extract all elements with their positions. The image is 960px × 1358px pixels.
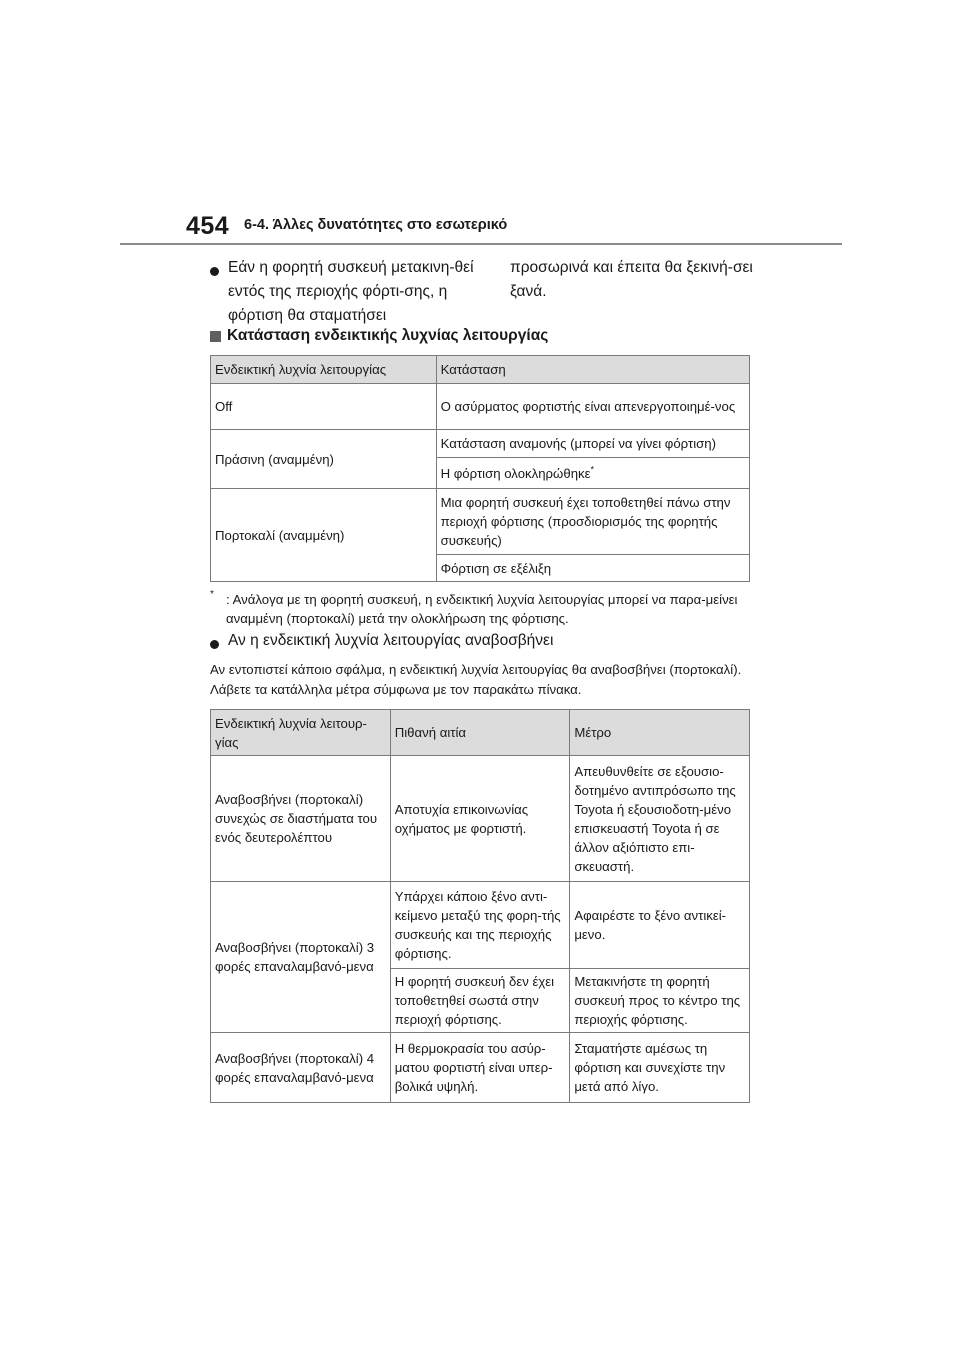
table-row — [211, 384, 750, 430]
section-title: 6-4. Άλλες δυνατότητες στο εσωτερικό — [244, 217, 508, 233]
page-number: 454 — [186, 212, 230, 240]
cell-cause: Αποτυχία επικοινωνίας οχήματος με φορτιστή. — [390, 756, 570, 882]
table-row — [211, 756, 750, 882]
cell-action: Σταματήστε αμέσως τη φόρτιση και συνεχίστε την μετά από λίγο. — [570, 1033, 750, 1103]
cell-light: Αναβοσβήνει (πορτοκαλί) συνεχώς σε διαστήματα του ενός δευτερολέπτου — [211, 756, 391, 882]
intro-text-left: Εάν η φορητή συσκευή μετακινη-θεί εντός της περιοχής φόρτι-σης, η φόρτιση θα σταματήσει — [228, 259, 474, 324]
square-bullet-icon — [210, 331, 221, 342]
status-heading-text: Κατάσταση ενδεικτικής λυχνίας λειτουργίας — [227, 327, 549, 344]
table-row — [211, 430, 750, 458]
indicator-status-table — [210, 355, 750, 582]
cell-light: Πράσινη (αναμμένη) — [211, 430, 437, 489]
bullet-icon — [210, 267, 219, 276]
cell-state: Φόρτιση σε εξέλιξη — [436, 555, 749, 582]
cell-cause: Υπάρχει κάποιο ξένο αντι-κείμενο μεταξύ της φορη-τής συσκευής και της περιοχής φόρτισης. — [390, 882, 570, 969]
cell-action: Απευθυνθείτε σε εξουσιο-δοτημένο αντιπρόσωπο της Toyota ή εξουσιοδοτη-μένο επισκευαστή Toyota ή σε άλλον αξιόπιστο επι-σκευαστή. — [570, 756, 750, 882]
cell-cause: Η φορητή συσκευή δεν έχει τοποθετηθεί σωστά στην περιοχή φόρτισης. — [390, 969, 570, 1033]
cell-light: Αναβοσβήνει (πορτοκαλί) 3 φορές επαναλαμβανό-μενα — [211, 882, 391, 1033]
header-cell: Μέτρο — [570, 710, 750, 756]
footnote — [210, 590, 758, 628]
footnote-mark: * — [210, 589, 214, 600]
cell-state: Μια φορητή συσκευή έχει τοποθετηθεί πάνω στην περιοχή φόρτισης (προσδιορισμός της φορητής συσκευής) — [436, 489, 749, 555]
cell-action: Αφαιρέστε το ξένο αντικεί-μενο. — [570, 882, 750, 969]
header-cell: Ενδεικτική λυχνία λειτουρ-γίας — [211, 710, 391, 756]
table-row — [211, 489, 750, 555]
cell-light: Αναβοσβήνει (πορτοκαλί) 4 φορές επαναλαμβανό-μενα — [211, 1033, 391, 1103]
cell-state-text: Η φόρτιση ολοκληρώθηκε — [440, 465, 591, 481]
cell-state: Κατάσταση αναμονής (μπορεί να γίνει φόρτιση) — [436, 430, 749, 458]
blink-troubleshooting-table — [210, 709, 750, 1103]
blink-paragraph: Αν εντοπιστεί κάποιο σφάλμα, η ενδεικτική λυχνία λειτουργίας θα αναβοσβήνει (πορτοκαλί). Λάβετε τα κατάλληλα μέτρα σύμφωνα με τον παρακάτω πίνακα. — [210, 662, 742, 697]
table-header-row — [211, 356, 750, 384]
cell-state — [436, 458, 749, 489]
table-header-row — [211, 710, 750, 756]
cell-action: Μετακινήστε τη φορητή συσκευή προς το κέντρο της περιοχής φόρτισης. — [570, 969, 750, 1033]
status-heading — [210, 327, 548, 345]
header-cell: Πιθανή αιτία — [390, 710, 570, 756]
footnote-mark: * — [590, 464, 595, 475]
header-cell: Ενδεικτική λυχνία λειτουργίας — [211, 356, 437, 384]
blink-heading: Αν η ενδεικτική λυχνία λειτουργίας αναβοσβήνει — [228, 632, 554, 649]
cell-cause: Η θερμοκρασία του ασύρ-ματου φορτιστή είναι υπερ-βολικά υψηλή. — [390, 1033, 570, 1103]
cell-state: Ο ασύρματος φορτιστής είναι απενεργοποιημέ-νος — [436, 384, 749, 430]
table-row — [211, 1033, 750, 1103]
header-divider — [120, 243, 842, 245]
cell-light: Πορτοκαλί (αναμμένη) — [211, 489, 437, 582]
bullet-icon — [210, 640, 219, 649]
intro-text-right: προσωρινά και έπειτα θα ξεκινή-σει ξανά. — [510, 259, 753, 300]
header-cell: Κατάσταση — [436, 356, 749, 384]
cell-light: Off — [211, 384, 437, 430]
table-row — [211, 882, 750, 969]
footnote-text: : Ανάλογα με τη φορητή συσκευή, η ενδεικτική λυχνία λειτουργίας μπορεί να παρα-μείνει αναμμένη (πορτοκαλί) μετά την ολοκλήρωση της φόρτισης. — [226, 592, 738, 626]
